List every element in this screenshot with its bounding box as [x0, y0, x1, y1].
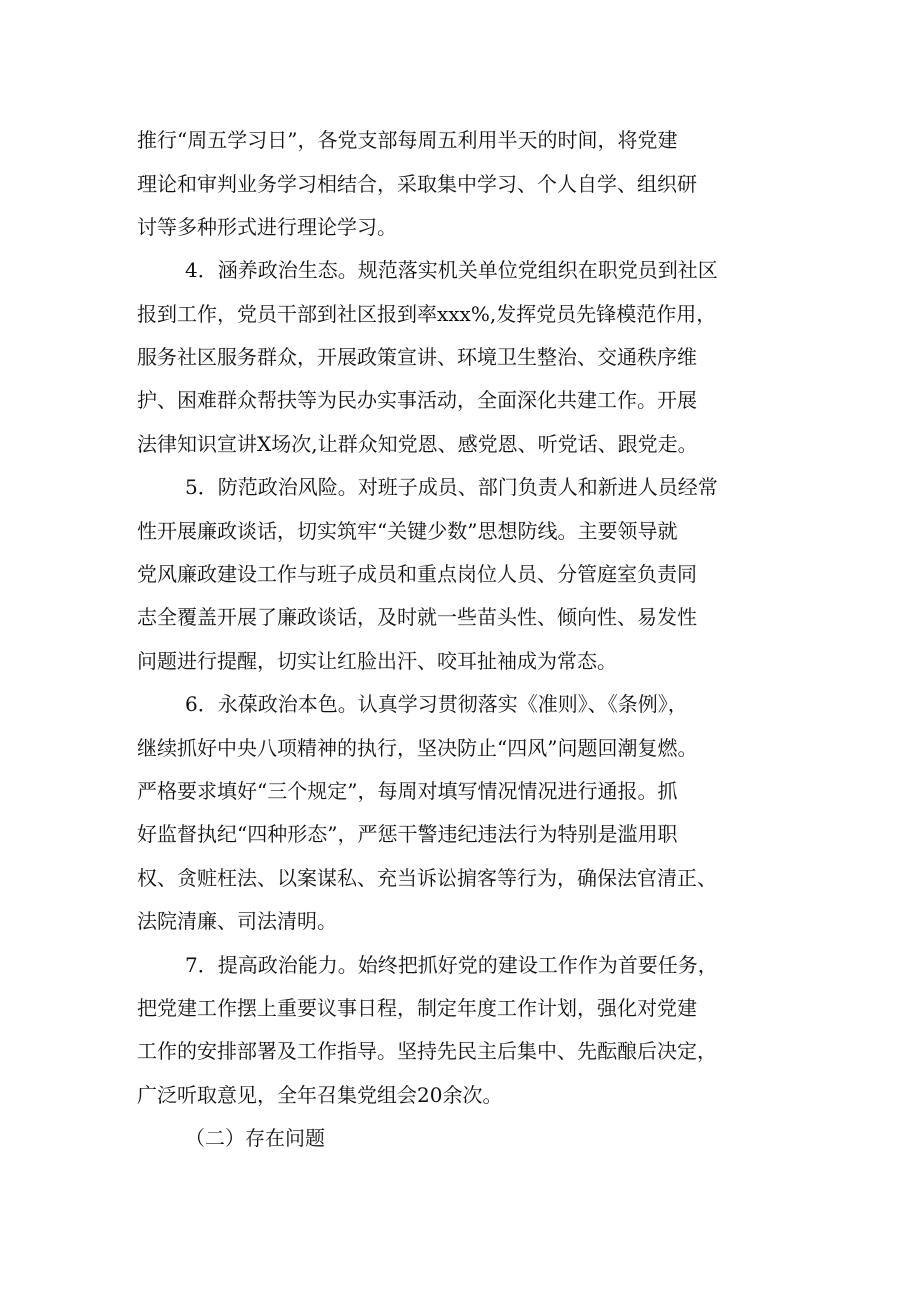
text-line: 党风廉政建设工作与班子成员和重点岗位人员、分管庭室负责同: [137, 562, 697, 586]
text-line: 理论和审判业务学习相结合，采取集中学习、个人自学、组织研: [137, 172, 697, 196]
text-line: 志全覆盖开展了廉政谈话，及时就一些苗头性、倾向性、易发性: [137, 605, 697, 629]
text-line: 把党建工作摆上重要议事日程，制定年度工作计划，强化对党建: [137, 996, 697, 1020]
text-line: 工作的安排部署及工作指导。坚持先民主后集中、先酝酿后决定，: [137, 1039, 717, 1063]
text-line: 推行“周五学习日”，各党支部每周五利用半天的时间，将党建: [137, 128, 678, 152]
text-line: 讨等多种形式进行理论学习。: [137, 215, 397, 239]
text-line: 性开展廉政谈话，切实筑牢“关键少数”思想防线。主要领导就: [137, 519, 678, 543]
text-line: 服务社区服务群众，开展政策宣讲、环境卫生整治、交通秩序维: [137, 345, 697, 369]
text-line: 严格要求填好“三个规定”，每周对填写情况情况进行通报。抓: [137, 779, 678, 803]
text-line: 继续抓好中央八项精神的执行，坚决防止“四风”问题回潮复燃。: [137, 736, 698, 760]
text-line: 护、困难群众帮扶等为民办实事活动，全面深化共建工作。开展: [137, 388, 697, 412]
paragraph-4-first-line: 4．涵养政治生态。规范落实机关单位党组织在职党员到社区: [185, 258, 718, 282]
paragraph-6-first-line: 6．永葆政治本色。认真学习贯彻落实《准则》、《条例》，: [185, 692, 688, 716]
paragraph-7-first-line: 7．提高政治能力。始终把抓好党的建设工作作为首要任务，: [185, 953, 718, 977]
text-line: 权、贪赃枉法、以案谋私、充当诉讼掮客等行为，确保法官清正、: [137, 866, 717, 890]
text-line: 法院清廉、司法清明。: [137, 909, 337, 933]
text-line: 问题进行提醒，切实让红脸出汗、咬耳扯袖成为常态。: [137, 649, 617, 673]
text-line: 好监督执纪“四种形态”，严惩干警违纪违法行为特别是滥用职: [137, 822, 678, 846]
paragraph-5-first-line: 5．防范政治风险。对班子成员、部门负责人和新进人员经常: [185, 475, 718, 499]
text-line: 广泛听取意见，全年召集党组会20余次。: [137, 1083, 503, 1107]
section-heading: （二）存在问题: [185, 1126, 325, 1150]
text-line: 报到工作，党员干部到社区报到率xxx%,发挥党员先锋模范作用，: [137, 302, 717, 326]
text-line: 法律知识宣讲X场次,让群众知党恩、感党恩、听党话、跟党走。: [137, 432, 698, 456]
